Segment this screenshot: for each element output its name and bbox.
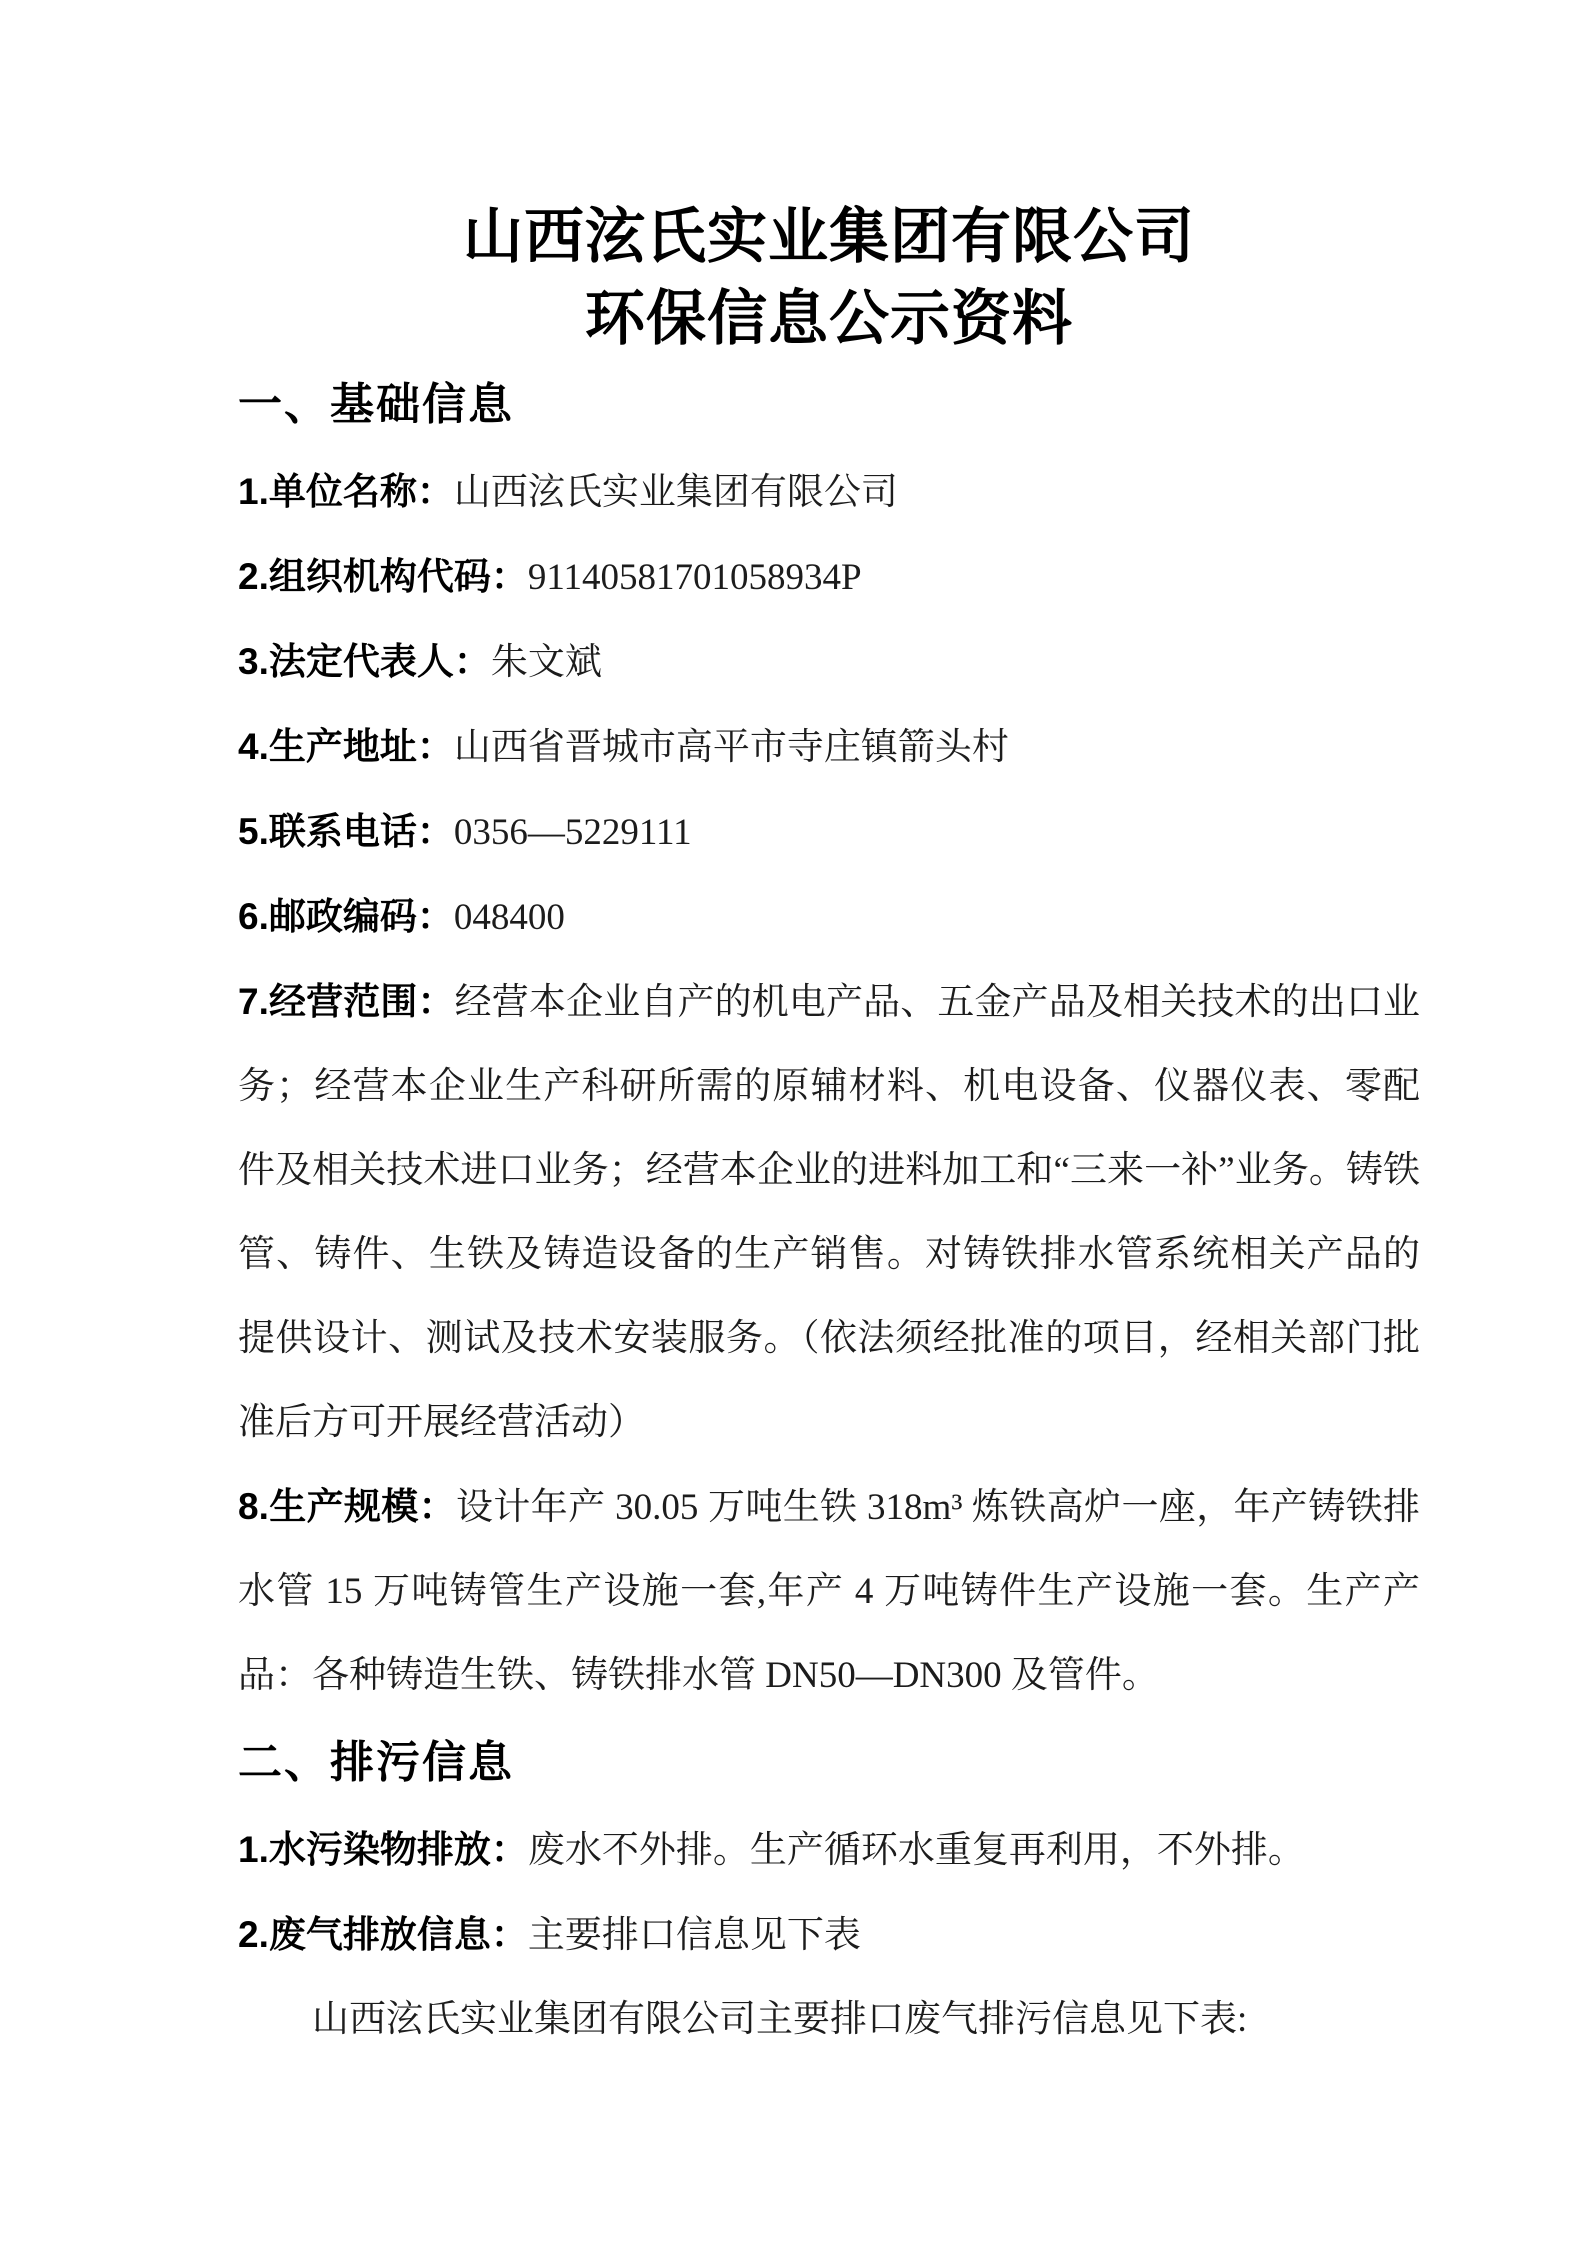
field-legal-representative — [238, 620, 1420, 705]
document-title-line2: 环保信息公示资料 — [585, 285, 1073, 352]
field-water-pollutant-discharge-label: 1.水污染物排放： — [238, 1829, 528, 1870]
field-production-scale-value: 设计年产 30.05 万吨生铁 318m³ 炼铁高炉一座，年产铸铁排水管 15 万吨铸管生产设施一套,年产 4 万吨铸件生产设施一套。生产产品：各种铸造生铁、铸铁排水管 DN50—DN300 及管件。 — [238, 1487, 1421, 1696]
field-water-pollutant-discharge — [238, 1808, 1420, 1893]
field-production-address-label: 4.生产地址： — [238, 726, 454, 767]
field-contact-phone-label: 5.联系电话： — [238, 811, 454, 852]
field-production-scale — [238, 1465, 1420, 1718]
field-contact-phone — [238, 790, 1420, 875]
field-exhaust-emission-info-value: 主要排口信息见下表 — [527, 1915, 861, 1956]
field-contact-phone-value: 0356—5229111 — [453, 812, 692, 853]
field-exhaust-emission-info-label: 2.废气排放信息： — [238, 1914, 528, 1955]
document-title — [238, 196, 1420, 360]
exhaust-table-note: 山西泫氏实业集团有限公司主要排口废气排污信息见下表: — [312, 1999, 1248, 2040]
field-legal-representative-label: 3.法定代表人： — [238, 641, 491, 682]
field-business-scope — [238, 960, 1420, 1465]
field-legal-representative-value: 朱文斌 — [490, 642, 602, 683]
field-production-address-value: 山西省晋城市高平市寺庄镇箭头村 — [453, 727, 1009, 768]
field-business-scope-value: 经营本企业自产的机电产品、五金产品及相关技术的出口业务；经营本企业生产科研所需的原辅材料、机电设备、仪器仪表、零配件及相关技术进口业务；经营本企业的进料加工和“三来一补”业务。铸铁管、铸件、生铁及铸造设备的生产销售。对铸铁排水管系统相关产品的提供设计、测试及技术安装服务。（依法须经批准的项目，经相关部门批准后方可开展经营活动） — [238, 982, 1421, 1443]
field-business-scope-label: 7.经营范围： — [238, 981, 455, 1022]
field-org-code — [238, 535, 1420, 620]
field-postal-code-value: 048400 — [453, 897, 565, 938]
field-production-address — [238, 705, 1420, 790]
field-unit-name-label: 1.单位名称： — [238, 471, 454, 512]
field-exhaust-emission-info — [238, 1893, 1420, 1978]
field-unit-name-value: 山西泫氏实业集团有限公司 — [453, 472, 898, 513]
field-org-code-value: 91140581701058934P — [527, 557, 862, 598]
field-water-pollutant-discharge-value: 废水不外排。生产循环水重复再利用，不外排。 — [527, 1830, 1305, 1871]
field-org-code-label: 2.组织机构代码： — [238, 556, 528, 597]
field-postal-code — [238, 875, 1420, 960]
field-postal-code-label: 6.邮政编码： — [238, 896, 454, 937]
section-heading-basic-info: 一、基础信息 — [238, 380, 514, 429]
section-heading-discharge-info: 二、排污信息 — [238, 1738, 514, 1787]
document-title-line1: 山西泫氏实业集团有限公司 — [463, 203, 1195, 270]
field-unit-name — [238, 450, 1420, 535]
field-production-scale-label: 8.生产规模： — [238, 1486, 457, 1527]
